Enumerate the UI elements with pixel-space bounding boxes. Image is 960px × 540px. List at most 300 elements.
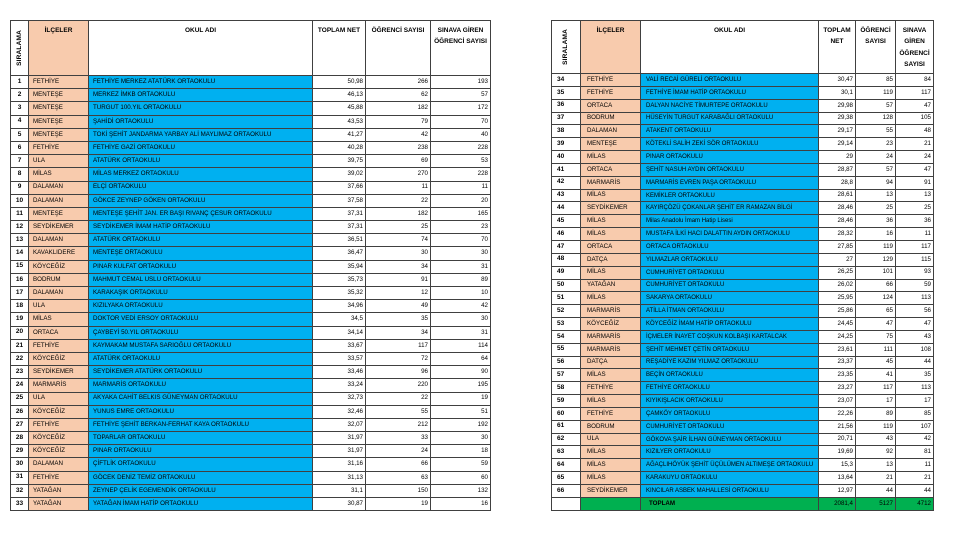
district-cell: MENTEŞE <box>29 129 89 142</box>
student-count-cell: 13 <box>856 459 896 472</box>
total-student-count: 5127 <box>856 498 896 511</box>
exam-taker-count-cell: 19 <box>431 393 491 406</box>
total-net-cell: 25,95 <box>819 292 856 305</box>
rank-cell: 66 <box>552 485 581 498</box>
district-cell: MİLAS <box>581 228 641 241</box>
school-cell: MUSTAFA İLKİ HACI DALATTIN AYDIN ORTAOKULU <box>641 228 819 241</box>
total-net-cell: 29,14 <box>819 138 856 151</box>
rank-cell: 3 <box>11 102 29 115</box>
school-cell: TURGUT 100.YIL ORTAOKULU <box>89 102 313 115</box>
district-cell: DALAMAN <box>581 125 641 138</box>
total-net-cell: 33,67 <box>313 340 366 353</box>
exam-taker-count-cell: 24 <box>896 151 934 164</box>
student-count-cell: 238 <box>366 142 431 155</box>
student-count-cell: 270 <box>366 168 431 181</box>
district-cell: MENTEŞE <box>29 102 89 115</box>
total-net-cell: 39,02 <box>313 168 366 181</box>
total-net-cell: 35,73 <box>313 274 366 287</box>
total-net-cell: 27 <box>819 254 856 267</box>
rank-cell: 63 <box>552 446 581 459</box>
total-net-cell: 32,73 <box>313 393 366 406</box>
exam-taker-count-cell: 30 <box>431 432 491 445</box>
rank-cell: 27 <box>11 419 29 432</box>
rank-cell: 39 <box>552 138 581 151</box>
exam-taker-count-cell: 47 <box>896 164 934 177</box>
district-cell: KAVAKLIDERE <box>29 247 89 260</box>
student-count-cell: 21 <box>856 472 896 485</box>
rank-cell: 15 <box>11 261 29 274</box>
school-cell: ATİLLA İTMAN ORTAOKULU <box>641 305 819 318</box>
total-exam-taker-count: 4712 <box>896 498 934 511</box>
district-cell: FETHİYE <box>581 408 641 421</box>
exam-taker-count-cell: 10 <box>431 287 491 300</box>
district-cell: FETHİYE <box>29 472 89 485</box>
school-cell: SEYDİKEMER ATATÜRK ORTAOKULU <box>89 366 313 379</box>
student-count-cell: 24 <box>856 151 896 164</box>
rank-cell: 47 <box>552 241 581 254</box>
total-net-cell: 37,31 <box>313 208 366 221</box>
exam-taker-count-cell: 228 <box>431 142 491 155</box>
student-count-cell: 119 <box>856 241 896 254</box>
rank-cell: 7 <box>11 155 29 168</box>
district-cell: DALAMAN <box>29 234 89 247</box>
exam-taker-count-cell: 192 <box>431 419 491 432</box>
student-count-cell: 128 <box>856 113 896 126</box>
rank-cell: 49 <box>552 267 581 280</box>
exam-taker-count-cell: 18 <box>431 445 491 458</box>
student-count-cell: 111 <box>856 344 896 357</box>
rank-cell: 60 <box>552 408 581 421</box>
district-cell: KÖYCEĞİZ <box>29 406 89 419</box>
district-cell: MİLAS <box>581 459 641 472</box>
student-count-cell: 23 <box>856 138 896 151</box>
school-cell: TOPARLAR ORTAOKULU <box>89 432 313 445</box>
school-cell: MARMARİS ORTAOKULU <box>89 379 313 392</box>
rank-cell: 10 <box>11 195 29 208</box>
school-cell: MENTEŞE ŞEHİT JAN. ER BAŞI RIVANÇ ÇESUR ORTAOKULU <box>89 208 313 221</box>
rank-cell: 37 <box>552 113 581 126</box>
district-cell: SEYDİKEMER <box>29 221 89 234</box>
district-cell: DALAMAN <box>29 182 89 195</box>
student-count-cell: 45 <box>856 357 896 370</box>
rank-cell: 45 <box>552 215 581 228</box>
exam-taker-count-cell: 113 <box>896 382 934 395</box>
total-net-cell: 28,32 <box>819 228 856 241</box>
total-net-cell: 20,71 <box>819 434 856 447</box>
school-cell: GÖKOVA ŞAİR İLHAN GÜNEYMAN ORTAOKULU <box>641 434 819 447</box>
student-count-cell: 92 <box>856 446 896 459</box>
exam-taker-count-cell: 113 <box>896 292 934 305</box>
exam-taker-count-cell: 59 <box>431 458 491 471</box>
exam-taker-count-cell: 115 <box>896 254 934 267</box>
exam-taker-count-cell: 56 <box>896 305 934 318</box>
student-count-cell: 25 <box>366 221 431 234</box>
rank-cell: 61 <box>552 421 581 434</box>
total-net-cell: 29,98 <box>819 100 856 113</box>
student-count-cell: 12 <box>366 287 431 300</box>
rank-cell: 1 <box>11 76 29 89</box>
district-cell: MARMARİS <box>29 379 89 392</box>
student-count-cell: 11 <box>366 182 431 195</box>
school-cell: KÖYCEĞİZ İMAM HATİP ORTAOKULU <box>641 318 819 331</box>
student-count-cell: 66 <box>856 280 896 293</box>
exam-taker-count-cell: 42 <box>431 300 491 313</box>
district-cell: KÖYCEĞİZ <box>29 353 89 366</box>
student-count-cell: 44 <box>856 485 896 498</box>
total-net-cell: 30,47 <box>819 74 856 87</box>
rank-cell: 53 <box>552 318 581 331</box>
rank-cell: 6 <box>11 142 29 155</box>
district-cell: DATÇA <box>581 254 641 267</box>
school-cell: ŞAHİDİ ORTAOKULU <box>89 116 313 129</box>
student-count-header: ÖĞRENCİ SAYISI <box>856 21 896 74</box>
total-net-cell: 23,07 <box>819 395 856 408</box>
exam-taker-count-cell: 193 <box>431 76 491 89</box>
exam-taker-count-cell: 11 <box>896 228 934 241</box>
school-cell: PINAR ORTAOKULU <box>89 445 313 458</box>
school-cell: Milas Anadolu İmam Hatip Lisesi <box>641 215 819 228</box>
student-count-cell: 55 <box>856 125 896 138</box>
student-count-cell: 124 <box>856 292 896 305</box>
total-net-cell: 45,88 <box>313 102 366 115</box>
total-net-cell: 23,61 <box>819 344 856 357</box>
rank-cell: 58 <box>552 382 581 395</box>
rank-cell: 41 <box>552 164 581 177</box>
rank-cell: 13 <box>11 234 29 247</box>
total-net-cell: 33,46 <box>313 366 366 379</box>
student-count-cell: 47 <box>856 318 896 331</box>
total-net-cell: 23,35 <box>819 369 856 382</box>
rank-cell: 2 <box>11 89 29 102</box>
school-cell: ZEYNEP ÇELİK EGEMENDİK ORTAOKULU <box>89 485 313 498</box>
total-net-cell: 28,61 <box>819 190 856 203</box>
rank-cell: 25 <box>11 393 29 406</box>
student-count-cell: 85 <box>856 74 896 87</box>
exam-taker-count-cell: 172 <box>431 102 491 115</box>
student-count-cell: 42 <box>366 129 431 142</box>
school-cell: MERKEZ İMKB ORTAOKULU <box>89 89 313 102</box>
school-cell: ATATÜRK ORTAOKULU <box>89 155 313 168</box>
school-cell: BEÇİN ORTAOKULU <box>641 369 819 382</box>
exam-taker-count-cell: 20 <box>431 195 491 208</box>
total-net-cell: 33,24 <box>313 379 366 392</box>
total-net-cell: 29,17 <box>819 125 856 138</box>
district-cell: YATAĞAN <box>29 498 89 511</box>
rank-cell: 31 <box>11 472 29 485</box>
rank-cell: 18 <box>11 300 29 313</box>
school-cell: CUMHURİYET ORTAOKULU <box>641 421 819 434</box>
exam-taker-count-cell: 70 <box>431 234 491 247</box>
school-cell: YATAĞAN İMAM HATİP ORTAOKULU <box>89 498 313 511</box>
exam-taker-count-cell: 117 <box>896 241 934 254</box>
district-cell: FETHİYE <box>581 74 641 87</box>
total-net-cell: 15,3 <box>819 459 856 472</box>
total-net-cell: 36,51 <box>313 234 366 247</box>
exam-taker-count-cell: 25 <box>896 202 934 215</box>
exam-taker-count-cell: 16 <box>431 498 491 511</box>
student-count-cell: 266 <box>366 76 431 89</box>
exam-taker-count-cell: 48 <box>896 125 934 138</box>
student-count-cell: 75 <box>856 331 896 344</box>
district-cell: ULA <box>29 155 89 168</box>
rank-cell: 50 <box>552 280 581 293</box>
district-cell: SEYDİKEMER <box>29 366 89 379</box>
total-net-cell: 34,5 <box>313 313 366 326</box>
school-cell: KAYMAKAM MUSTAFA SARIOĞLU ORTAOKULU <box>89 340 313 353</box>
district-cell: ULA <box>581 434 641 447</box>
student-count-cell: 22 <box>366 393 431 406</box>
student-count-cell: 117 <box>856 382 896 395</box>
district-cell: FETHİYE <box>29 340 89 353</box>
right-ranking-table <box>551 20 934 511</box>
school-cell: KAYIRÇÖZÜ ÇOKANLAR ŞEHİT ER RAMAZAN BİLGİ <box>641 202 819 215</box>
total-district-cell <box>581 498 641 511</box>
student-count-cell: 62 <box>366 89 431 102</box>
rank-cell: 57 <box>552 369 581 382</box>
exam-taker-count-cell: 53 <box>431 155 491 168</box>
exam-taker-count-cell: 108 <box>896 344 934 357</box>
rank-cell: 24 <box>11 379 29 392</box>
total-net-cell: 21,56 <box>819 421 856 434</box>
district-header: İLÇELER <box>29 21 89 76</box>
rank-cell: 52 <box>552 305 581 318</box>
rank-cell: 48 <box>552 254 581 267</box>
district-cell: ORTACA <box>29 327 89 340</box>
student-count-cell: 34 <box>366 261 431 274</box>
school-cell: KINCILAR ASBEK MAHALLESİ ORTAOKULU <box>641 485 819 498</box>
student-count-cell: 101 <box>856 267 896 280</box>
district-cell: MİLAS <box>581 446 641 459</box>
exam-taker-count-cell: 107 <box>896 421 934 434</box>
total-net-cell: 40,28 <box>313 142 366 155</box>
exam-taker-count-cell: 117 <box>896 87 934 100</box>
rank-cell: 38 <box>552 125 581 138</box>
student-count-cell: 55 <box>366 406 431 419</box>
rank-cell: 55 <box>552 344 581 357</box>
school-cell: SAKARYA ORTAOKULU <box>641 292 819 305</box>
student-count-cell: 57 <box>856 100 896 113</box>
school-cell: YILMAZLAR ORTAOKULU <box>641 254 819 267</box>
total-net-cell: 30,87 <box>313 498 366 511</box>
left-ranking-table <box>10 20 491 511</box>
total-net-cell: 31,13 <box>313 472 366 485</box>
exam-taker-count-cell: 81 <box>896 446 934 459</box>
exam-taker-count-cell: 35 <box>896 369 934 382</box>
rank-cell: 20 <box>11 327 29 340</box>
exam-taker-count-cell: 51 <box>431 406 491 419</box>
district-cell: MİLAS <box>29 168 89 181</box>
rank-cell: 30 <box>11 458 29 471</box>
student-count-cell: 16 <box>856 228 896 241</box>
district-cell: FETHİYE <box>29 142 89 155</box>
district-cell: MİLAS <box>581 190 641 203</box>
school-cell: SEYDİKEMER İMAM HATİP ORTAOKULU <box>89 221 313 234</box>
total-net-cell: 29,38 <box>819 113 856 126</box>
school-cell: KÖTEKLİ SALİH ZEKİ SÖR ORTAOKULU <box>641 138 819 151</box>
rank-cell: 33 <box>11 498 29 511</box>
student-count-cell: 13 <box>856 190 896 203</box>
rank-cell: 32 <box>11 485 29 498</box>
total-net-cell: 37,58 <box>313 195 366 208</box>
school-cell: ŞEHİT MEHMET ÇETİN ORTAOKULU <box>641 344 819 357</box>
exam-taker-count-cell: 30 <box>431 313 491 326</box>
exam-taker-count-cell: 11 <box>896 459 934 472</box>
district-cell: YATAĞAN <box>581 280 641 293</box>
district-cell: DALAMAN <box>29 287 89 300</box>
exam-taker-count-cell: 11 <box>431 182 491 195</box>
total-net-cell: 28,8 <box>819 177 856 190</box>
exam-taker-count-cell: 44 <box>896 485 934 498</box>
rank-cell: 17 <box>11 287 29 300</box>
school-cell: ELÇİ ORTAOKULU <box>89 182 313 195</box>
student-count-header: ÖĞRENCİ SAYISI <box>366 21 431 76</box>
district-cell: ULA <box>29 393 89 406</box>
rank-header <box>552 21 581 74</box>
total-net-cell: 25,86 <box>819 305 856 318</box>
student-count-cell: 182 <box>366 102 431 115</box>
total-net-cell: 28,46 <box>819 215 856 228</box>
district-cell: KÖYCEĞİZ <box>29 261 89 274</box>
exam-taker-count-cell: 70 <box>431 116 491 129</box>
total-net-cell: 28,46 <box>819 202 856 215</box>
district-cell: MENTEŞE <box>29 89 89 102</box>
school-cell: YUNUS EMRE ORTAOKULU <box>89 406 313 419</box>
rank-cell: 42 <box>552 177 581 190</box>
district-cell: BODRUM <box>581 113 641 126</box>
exam-taker-count-cell: 31 <box>431 261 491 274</box>
total-net-cell: 41,27 <box>313 129 366 142</box>
rank-cell: 4 <box>11 116 29 129</box>
total-net-header: TOPLAM NET <box>313 21 366 76</box>
rank-cell: 11 <box>11 208 29 221</box>
school-cell: AKYAKA CAHİT BELKIS GÜNEYMAN ORTAOKULU <box>89 393 313 406</box>
student-count-cell: 119 <box>856 87 896 100</box>
rank-cell: 64 <box>552 459 581 472</box>
school-cell: DOKTOR VEDİ ERSOY ORTAOKULU <box>89 313 313 326</box>
total-net-cell: 24,45 <box>819 318 856 331</box>
total-net-cell: 43,53 <box>313 116 366 129</box>
rank-cell: 19 <box>11 313 29 326</box>
student-count-cell: 79 <box>366 116 431 129</box>
total-net-cell: 22,26 <box>819 408 856 421</box>
district-cell: ORTACA <box>581 100 641 113</box>
student-count-cell: 96 <box>366 366 431 379</box>
school-header: OKUL ADI <box>641 21 819 74</box>
rank-cell: 36 <box>552 100 581 113</box>
rank-cell: 5 <box>11 129 29 142</box>
total-net-cell: 37,31 <box>313 221 366 234</box>
district-cell: SEYDİKEMER <box>581 485 641 498</box>
rank-cell: 16 <box>11 274 29 287</box>
rank-header-label: SIRALAMA <box>15 30 23 66</box>
district-cell: MİLAS <box>581 215 641 228</box>
district-cell: KÖYCEĞİZ <box>581 318 641 331</box>
total-label: TOPLAM <box>641 498 819 511</box>
district-cell: FETHİYE <box>581 87 641 100</box>
total-net-cell: 34,14 <box>313 327 366 340</box>
exam-taker-count-cell: 91 <box>896 177 934 190</box>
rank-cell: 23 <box>11 366 29 379</box>
student-count-cell: 57 <box>856 164 896 177</box>
school-cell: MARMARİS EVREN PAŞA ORTAOKULU <box>641 177 819 190</box>
school-cell: FETHİYE GAZİ ORTAOKULU <box>89 142 313 155</box>
school-cell: ÇAMKÖY ORTAOKULU <box>641 408 819 421</box>
district-cell: MARMARİS <box>581 344 641 357</box>
school-cell: MİLAS MERKEZ ORTAOKULU <box>89 168 313 181</box>
total-net-cell: 29 <box>819 151 856 164</box>
student-count-cell: 212 <box>366 419 431 432</box>
total-net-cell: 27,85 <box>819 241 856 254</box>
district-cell: MİLAS <box>581 292 641 305</box>
total-net-cell: 23,37 <box>819 357 856 370</box>
student-count-cell: 25 <box>856 202 896 215</box>
district-cell: MARMARİS <box>581 305 641 318</box>
district-cell: FETHİYE <box>581 382 641 395</box>
total-rank-cell <box>552 498 581 511</box>
school-cell: PINAR ORTAOKULU <box>641 151 819 164</box>
exam-taker-count-cell: 44 <box>896 357 934 370</box>
total-net-cell: 34,96 <box>313 300 366 313</box>
school-cell: KARAKUYU ORTAOKULU <box>641 472 819 485</box>
school-cell: REŞADİYE KAZIM YILMAZ ORTAOKULU <box>641 357 819 370</box>
rank-cell: 14 <box>11 247 29 260</box>
exam-taker-count-cell: 59 <box>896 280 934 293</box>
exam-taker-count-cell: 47 <box>896 318 934 331</box>
district-cell: ULA <box>29 300 89 313</box>
student-count-cell: 89 <box>856 408 896 421</box>
school-cell: DALYAN NACİYE TİMURTEPE ORTAOKULU <box>641 100 819 113</box>
district-cell: MİLAS <box>581 395 641 408</box>
district-cell: MİLAS <box>29 313 89 326</box>
total-net-cell: 32,07 <box>313 419 366 432</box>
student-count-cell: 94 <box>856 177 896 190</box>
school-cell: ATAKENT ORTAOKULU <box>641 125 819 138</box>
student-count-cell: 182 <box>366 208 431 221</box>
exam-taker-count-cell: 195 <box>431 379 491 392</box>
total-net-cell: 24,25 <box>819 331 856 344</box>
student-count-cell: 22 <box>366 195 431 208</box>
school-cell: GÖKCE ZEYNEP GÖKEN ORTAOKULU <box>89 195 313 208</box>
exam-taker-count-cell: 36 <box>896 215 934 228</box>
student-count-cell: 117 <box>366 340 431 353</box>
student-count-cell: 35 <box>366 313 431 326</box>
school-cell: KARAKAŞIK ORTAOKULU <box>89 287 313 300</box>
district-cell: DALAMAN <box>29 458 89 471</box>
district-header: İLÇELER <box>581 21 641 74</box>
district-cell: YATAĞAN <box>29 485 89 498</box>
district-cell: KÖYCEĞİZ <box>29 445 89 458</box>
school-cell: CUMHURİYET ORTAOKULU <box>641 267 819 280</box>
total-net-cell: 30,1 <box>819 87 856 100</box>
student-count-cell: 91 <box>366 274 431 287</box>
exam-taker-count-cell: 114 <box>431 340 491 353</box>
student-count-cell: 49 <box>366 300 431 313</box>
exam-taker-count-cell: 47 <box>896 100 934 113</box>
rank-cell: 56 <box>552 357 581 370</box>
rank-cell: 26 <box>11 406 29 419</box>
school-cell: FETHİYE ŞEHİT BERKAN-FERHAT KAYA ORTAOKULU <box>89 419 313 432</box>
exam-taker-count-cell: 90 <box>431 366 491 379</box>
total-net-cell: 46,13 <box>313 89 366 102</box>
exam-taker-count-cell: 31 <box>431 327 491 340</box>
rank-cell: 21 <box>11 340 29 353</box>
rank-cell: 8 <box>11 168 29 181</box>
student-count-cell: 41 <box>856 369 896 382</box>
student-count-cell: 24 <box>366 445 431 458</box>
exam-taker-count-cell: 60 <box>431 472 491 485</box>
rank-cell: 44 <box>552 202 581 215</box>
total-net-value: 2081,4 <box>819 498 856 511</box>
